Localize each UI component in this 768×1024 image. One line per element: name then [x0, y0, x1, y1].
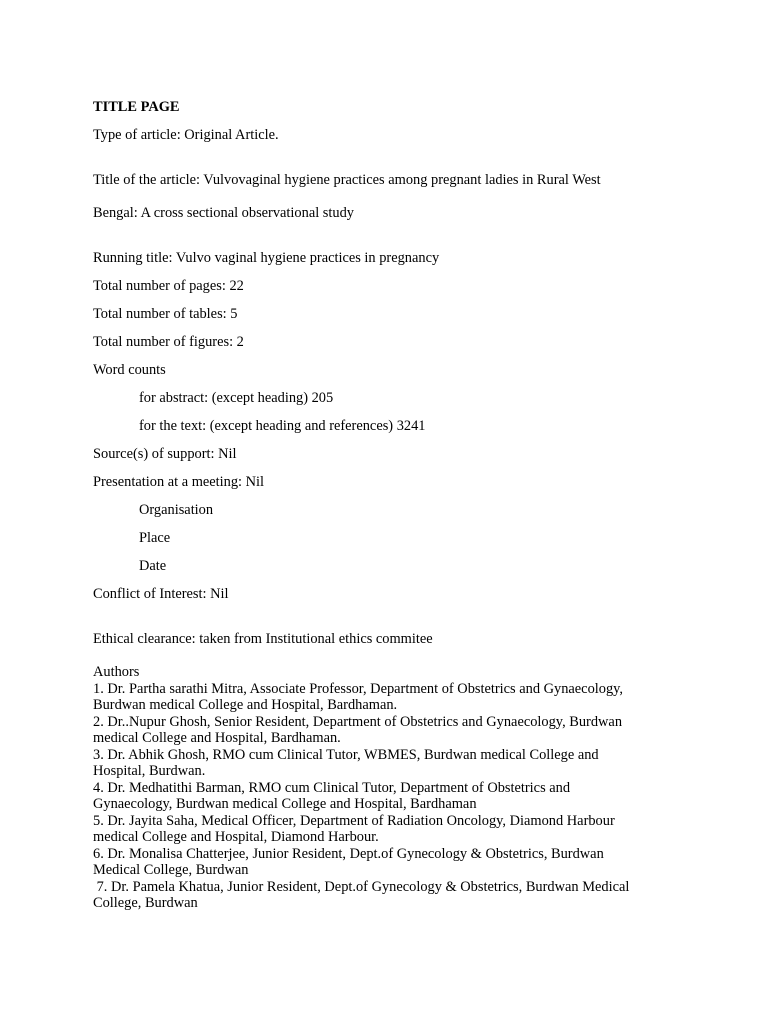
author-line: medical College and Hospital, Bardhaman. — [93, 730, 341, 746]
authors-section — [93, 664, 693, 912]
presentation-place: Place — [139, 530, 171, 546]
conflict-of-interest: Conflict of Interest: Nil — [93, 586, 229, 602]
author-line: Gynaecology, Burdwan medical College and Hospital, Bardhaman — [93, 796, 477, 812]
presentation-date: Date — [139, 558, 167, 574]
author-line: Burdwan medical College and Hospital, Bardhaman. — [93, 697, 398, 713]
presentation-organisation: Organisation — [139, 502, 214, 518]
total-figures: Total number of figures: 2 — [93, 334, 244, 350]
total-pages: Total number of pages: 22 — [93, 278, 244, 294]
word-counts-label: Word counts — [93, 362, 166, 378]
author-line: 7. Dr. Pamela Khatua, Junior Resident, Dept.of Gynecology & Obstetrics, Burdwan Medical — [93, 878, 630, 895]
source-of-support: Source(s) of support: Nil — [93, 446, 237, 462]
running-title: Running title: Vulvo vaginal hygiene practices in pregnancy — [93, 250, 440, 266]
article-title-line-1: Title of the article: Vulvovaginal hygiene practices among pregnant ladies in Rural West — [93, 172, 601, 188]
author-line: 4. Dr. Medhatithi Barman, RMO cum Clinical Tutor, Department of Obstetrics and — [93, 779, 571, 796]
author-line: Medical College, Burdwan — [93, 862, 249, 878]
type-of-article: Type of article: Original Article. — [93, 127, 279, 143]
author-line: medical College and Hospital, Diamond Harbour. — [93, 829, 379, 845]
page-heading: TITLE PAGE — [93, 99, 180, 115]
author-line: 5. Dr. Jayita Saha, Medical Officer, Department of Radiation Oncology, Diamond Harbour — [93, 812, 615, 829]
author-line: 3. Dr. Abhik Ghosh, RMO cum Clinical Tutor, WBMES, Burdwan medical College and — [93, 746, 599, 763]
author-line: 1. Dr. Partha sarathi Mitra, Associate Professor, Department of Obstetrics and Gynaecology, — [93, 680, 624, 697]
ethical-clearance: Ethical clearance: taken from Institutional ethics commitee — [93, 631, 433, 647]
author-line: College, Burdwan — [93, 895, 198, 911]
total-tables: Total number of tables: 5 — [93, 306, 238, 322]
authors-label: Authors — [93, 664, 140, 680]
author-line: Hospital, Burdwan. — [93, 763, 206, 779]
word-count-text: for the text: (except heading and references) 3241 — [139, 418, 426, 434]
author-line: 6. Dr. Monalisa Chatterjee, Junior Resident, Dept.of Gynecology & Obstetrics, Burdwan — [93, 845, 604, 862]
word-count-abstract: for abstract: (except heading) 205 — [139, 390, 334, 406]
author-line: 2. Dr..Nupur Ghosh, Senior Resident, Department of Obstetrics and Gynaecology, Burdwan — [93, 713, 623, 730]
article-title-line-2: Bengal: A cross sectional observational study — [93, 205, 354, 221]
presentation-label: Presentation at a meeting: Nil — [93, 474, 265, 490]
